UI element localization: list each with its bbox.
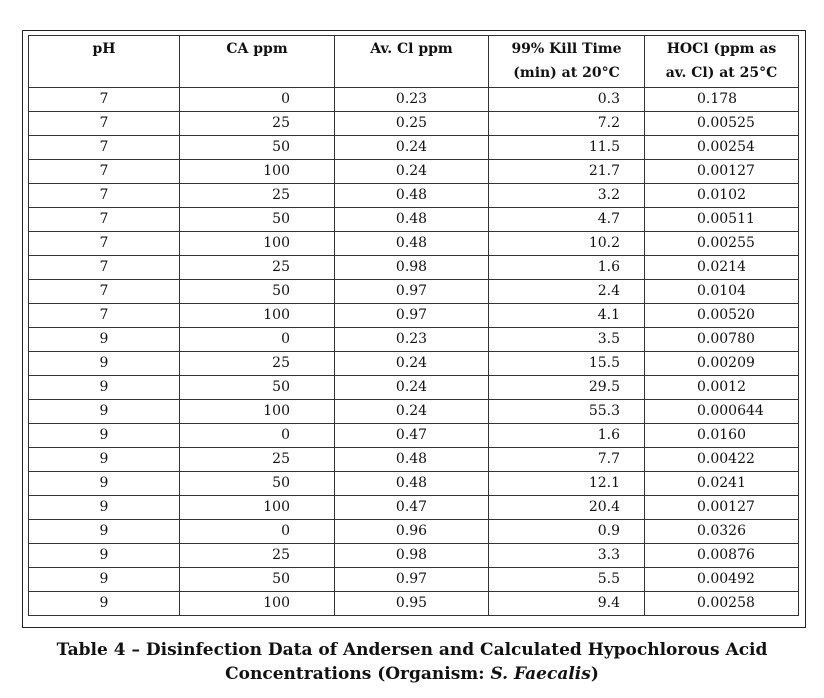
cell-hocl: 0.00780: [645, 328, 799, 352]
cell-kill-time: 3.5: [489, 328, 645, 352]
cell-ca-ppm: 100: [180, 496, 335, 520]
table-row: [29, 112, 799, 136]
table-row: [29, 232, 799, 256]
cell-av-cl-ppm: 0.25: [335, 112, 489, 136]
header-kill-time-line2: (min) at 20°C: [513, 65, 620, 81]
cell-kill-time: 1.6: [489, 424, 645, 448]
cell-ca-ppm: 25: [180, 112, 335, 136]
table-row: [29, 256, 799, 280]
cell-ph: 9: [29, 400, 180, 424]
cell-hocl: 0.00127: [645, 160, 799, 184]
cell-ca-ppm: 100: [180, 304, 335, 328]
table-row: [29, 472, 799, 496]
cell-kill-time: 11.5: [489, 136, 645, 160]
header-kill-time-line1: 99% Kill Time: [511, 41, 622, 57]
cell-ca-ppm: 0: [180, 328, 335, 352]
cell-ca-ppm: 25: [180, 448, 335, 472]
cell-ph: 7: [29, 136, 180, 160]
disinfection-data-table: [28, 35, 799, 616]
cell-av-cl-ppm: 0.96: [335, 520, 489, 544]
cell-av-cl-ppm: 0.97: [335, 280, 489, 304]
table-row: [29, 376, 799, 400]
table-row: [29, 208, 799, 232]
cell-hocl: 0.00254: [645, 136, 799, 160]
cell-ph: 9: [29, 352, 180, 376]
cell-kill-time: 3.3: [489, 544, 645, 568]
cell-ph: 9: [29, 424, 180, 448]
cell-ca-ppm: 0: [180, 424, 335, 448]
header-hocl-line1: HOCl (ppm as: [666, 41, 777, 57]
cell-kill-time: 7.2: [489, 112, 645, 136]
table-row: [29, 448, 799, 472]
cell-ph: 7: [29, 88, 180, 112]
table-row: [29, 424, 799, 448]
cell-av-cl-ppm: 0.98: [335, 256, 489, 280]
caption-line2-prefix: Concentrations (Organism:: [225, 664, 491, 684]
caption-line2: [0, 662, 824, 686]
cell-ca-ppm: 100: [180, 592, 335, 616]
cell-ca-ppm: 50: [180, 208, 335, 232]
cell-av-cl-ppm: 0.48: [335, 472, 489, 496]
cell-kill-time: 2.4: [489, 280, 645, 304]
cell-av-cl-ppm: 0.47: [335, 496, 489, 520]
cell-hocl: 0.00127: [645, 496, 799, 520]
table-body: [29, 88, 799, 616]
cell-ph: 7: [29, 112, 180, 136]
cell-kill-time: 4.1: [489, 304, 645, 328]
cell-hocl: 0.00255: [645, 232, 799, 256]
header-hocl: [645, 36, 799, 88]
cell-kill-time: 1.6: [489, 256, 645, 280]
cell-kill-time: 3.2: [489, 184, 645, 208]
cell-hocl: 0.178: [645, 88, 799, 112]
caption-organism-name: S. Faecalis: [490, 664, 591, 684]
cell-av-cl-ppm: 0.23: [335, 88, 489, 112]
cell-ca-ppm: 0: [180, 520, 335, 544]
cell-av-cl-ppm: 0.23: [335, 328, 489, 352]
cell-hocl: 0.00422: [645, 448, 799, 472]
table-row: [29, 136, 799, 160]
cell-ca-ppm: 50: [180, 280, 335, 304]
cell-ca-ppm: 0: [180, 88, 335, 112]
table-row: [29, 352, 799, 376]
cell-hocl: 0.0160: [645, 424, 799, 448]
cell-kill-time: 7.7: [489, 448, 645, 472]
cell-hocl: 0.0104: [645, 280, 799, 304]
cell-hocl: 0.00209: [645, 352, 799, 376]
cell-ca-ppm: 50: [180, 568, 335, 592]
cell-ca-ppm: 100: [180, 400, 335, 424]
cell-av-cl-ppm: 0.48: [335, 184, 489, 208]
cell-av-cl-ppm: 0.24: [335, 352, 489, 376]
cell-ph: 7: [29, 184, 180, 208]
cell-av-cl-ppm: 0.47: [335, 424, 489, 448]
cell-ph: 9: [29, 376, 180, 400]
cell-hocl: 0.0214: [645, 256, 799, 280]
cell-kill-time: 29.5: [489, 376, 645, 400]
cell-kill-time: 0.3: [489, 88, 645, 112]
cell-ca-ppm: 50: [180, 376, 335, 400]
table-row: [29, 328, 799, 352]
header-ca-ppm: CA ppm: [180, 36, 335, 88]
cell-kill-time: 10.2: [489, 232, 645, 256]
cell-hocl: 0.00511: [645, 208, 799, 232]
cell-ph: 9: [29, 520, 180, 544]
cell-ph: 9: [29, 448, 180, 472]
cell-ca-ppm: 50: [180, 472, 335, 496]
cell-ph: 7: [29, 304, 180, 328]
cell-ph: 9: [29, 496, 180, 520]
cell-ph: 9: [29, 328, 180, 352]
table-row: [29, 280, 799, 304]
cell-hocl: 0.0241: [645, 472, 799, 496]
cell-hocl: 0.00492: [645, 568, 799, 592]
cell-kill-time: 15.5: [489, 352, 645, 376]
cell-ph: 9: [29, 472, 180, 496]
cell-kill-time: 12.1: [489, 472, 645, 496]
cell-ca-ppm: 25: [180, 184, 335, 208]
cell-av-cl-ppm: 0.97: [335, 568, 489, 592]
cell-ca-ppm: 100: [180, 160, 335, 184]
cell-av-cl-ppm: 0.24: [335, 400, 489, 424]
cell-ca-ppm: 100: [180, 232, 335, 256]
table-row: [29, 496, 799, 520]
table-row: [29, 184, 799, 208]
cell-hocl: 0.000644: [645, 400, 799, 424]
cell-av-cl-ppm: 0.95: [335, 592, 489, 616]
cell-kill-time: 5.5: [489, 568, 645, 592]
header-ph: pH: [29, 36, 180, 88]
cell-ca-ppm: 25: [180, 544, 335, 568]
table-row: [29, 304, 799, 328]
table-row: [29, 520, 799, 544]
table-row: [29, 592, 799, 616]
cell-ph: 7: [29, 160, 180, 184]
cell-ph: 9: [29, 544, 180, 568]
header-kill-time: [489, 36, 645, 88]
table-header-row: [29, 36, 799, 88]
cell-hocl: 0.00520: [645, 304, 799, 328]
table-row: [29, 160, 799, 184]
cell-av-cl-ppm: 0.48: [335, 208, 489, 232]
cell-av-cl-ppm: 0.24: [335, 136, 489, 160]
cell-av-cl-ppm: 0.24: [335, 376, 489, 400]
table-row: [29, 568, 799, 592]
cell-hocl: 0.00876: [645, 544, 799, 568]
cell-ph: 7: [29, 208, 180, 232]
cell-kill-time: 0.9: [489, 520, 645, 544]
cell-hocl: 0.0102: [645, 184, 799, 208]
cell-av-cl-ppm: 0.48: [335, 232, 489, 256]
cell-av-cl-ppm: 0.48: [335, 448, 489, 472]
cell-av-cl-ppm: 0.98: [335, 544, 489, 568]
cell-hocl: 0.0326: [645, 520, 799, 544]
table-row: [29, 400, 799, 424]
cell-hocl: 0.00525: [645, 112, 799, 136]
cell-ph: 9: [29, 568, 180, 592]
cell-av-cl-ppm: 0.97: [335, 304, 489, 328]
table-caption: [0, 638, 824, 686]
header-av-cl-ppm: Av. Cl ppm: [335, 36, 489, 88]
cell-hocl: 0.0012: [645, 376, 799, 400]
cell-av-cl-ppm: 0.24: [335, 160, 489, 184]
cell-kill-time: 55.3: [489, 400, 645, 424]
cell-ph: 7: [29, 232, 180, 256]
cell-kill-time: 4.7: [489, 208, 645, 232]
cell-ca-ppm: 25: [180, 352, 335, 376]
caption-line1: Table 4 – Disinfection Data of Andersen and Calculated Hypochlorous Acid: [56, 640, 768, 660]
table-row: [29, 88, 799, 112]
cell-kill-time: 21.7: [489, 160, 645, 184]
cell-hocl: 0.00258: [645, 592, 799, 616]
cell-ph: 7: [29, 256, 180, 280]
cell-ca-ppm: 25: [180, 256, 335, 280]
header-hocl-line2: av. Cl) at 25°C: [665, 65, 778, 81]
table-row: [29, 544, 799, 568]
cell-kill-time: 9.4: [489, 592, 645, 616]
caption-line2-suffix: ): [590, 664, 599, 684]
cell-ph: 9: [29, 592, 180, 616]
cell-ca-ppm: 50: [180, 136, 335, 160]
cell-ph: 7: [29, 280, 180, 304]
cell-kill-time: 20.4: [489, 496, 645, 520]
